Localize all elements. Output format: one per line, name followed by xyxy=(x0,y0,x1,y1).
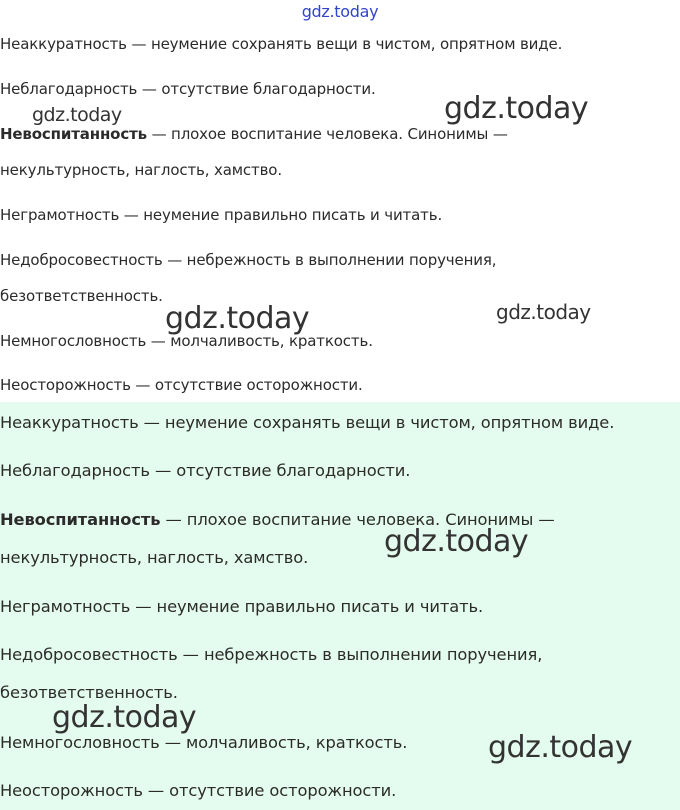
definition-line xyxy=(0,783,396,799)
definition-line xyxy=(0,127,508,142)
definition-text: Немногословность — молчаливость, краткость. xyxy=(0,332,373,350)
definition-line xyxy=(0,163,282,178)
definition-line xyxy=(0,334,373,349)
definition-text: некультурность, наглость, хамство. xyxy=(0,548,309,567)
site-logo[interactable]: gdz.today xyxy=(301,2,379,21)
definition-text: Неграмотность — неумение правильно писать и читать. xyxy=(0,597,484,616)
definition-line xyxy=(0,37,562,52)
watermark: gdz.today xyxy=(444,91,589,126)
definition-text: Неосторожность — отсутствие осторожности. xyxy=(0,376,363,394)
definition-text: Неграмотность — неумение правильно писать и читать. xyxy=(0,206,443,224)
definition-text: безответственность. xyxy=(0,683,178,702)
watermark: gdz.today xyxy=(165,301,310,336)
definition-text: Неблагодарность — отсутствие благодарности. xyxy=(0,461,411,480)
definition-line xyxy=(0,378,363,393)
definition-text: Неаккуратность — неумение сохранять вещи в чистом, опрятном виде. xyxy=(0,35,563,53)
definition-line xyxy=(0,550,308,566)
definition-line xyxy=(0,647,542,663)
definition-line xyxy=(0,82,376,97)
definitions-section-plain xyxy=(0,0,680,402)
watermark: gdz.today xyxy=(52,700,197,735)
definition-text: Недобросовестность — небрежность в выполнении поручения, xyxy=(0,645,543,664)
definition-line xyxy=(0,289,163,304)
definition-line xyxy=(0,415,614,431)
definition-text: — плохое воспитание человека. Синонимы — xyxy=(146,125,508,143)
definition-text: Неаккуратность — неумение сохранять вещи в чистом, опрятном виде. xyxy=(0,413,615,432)
definition-text: — плохое воспитание человека. Синонимы — xyxy=(160,510,555,529)
definition-text: Немногословность — молчаливость, краткость. xyxy=(0,733,408,752)
definition-text: Неосторожность — отсутствие осторожности. xyxy=(0,781,397,800)
definition-line xyxy=(0,599,483,615)
definition-text: Недобросовестность — небрежность в выполнении поручения, xyxy=(0,251,497,269)
watermark: gdz.today xyxy=(496,300,591,324)
definition-line xyxy=(0,685,178,701)
definition-line xyxy=(0,208,442,223)
definition-line xyxy=(0,463,410,479)
definition-text: некультурность, наглость, хамство. xyxy=(0,161,282,179)
watermark: gdz.today xyxy=(32,104,122,126)
definition-term: Невоспитанность xyxy=(0,510,161,529)
definition-line xyxy=(0,735,407,751)
definition-line xyxy=(0,253,496,268)
definition-text: Неблагодарность — отсутствие благодарности. xyxy=(0,80,376,98)
watermark: gdz.today xyxy=(384,524,529,559)
definition-term: Невоспитанность xyxy=(0,125,147,143)
watermark: gdz.today xyxy=(488,730,633,765)
definition-text: безответственность. xyxy=(0,287,163,305)
